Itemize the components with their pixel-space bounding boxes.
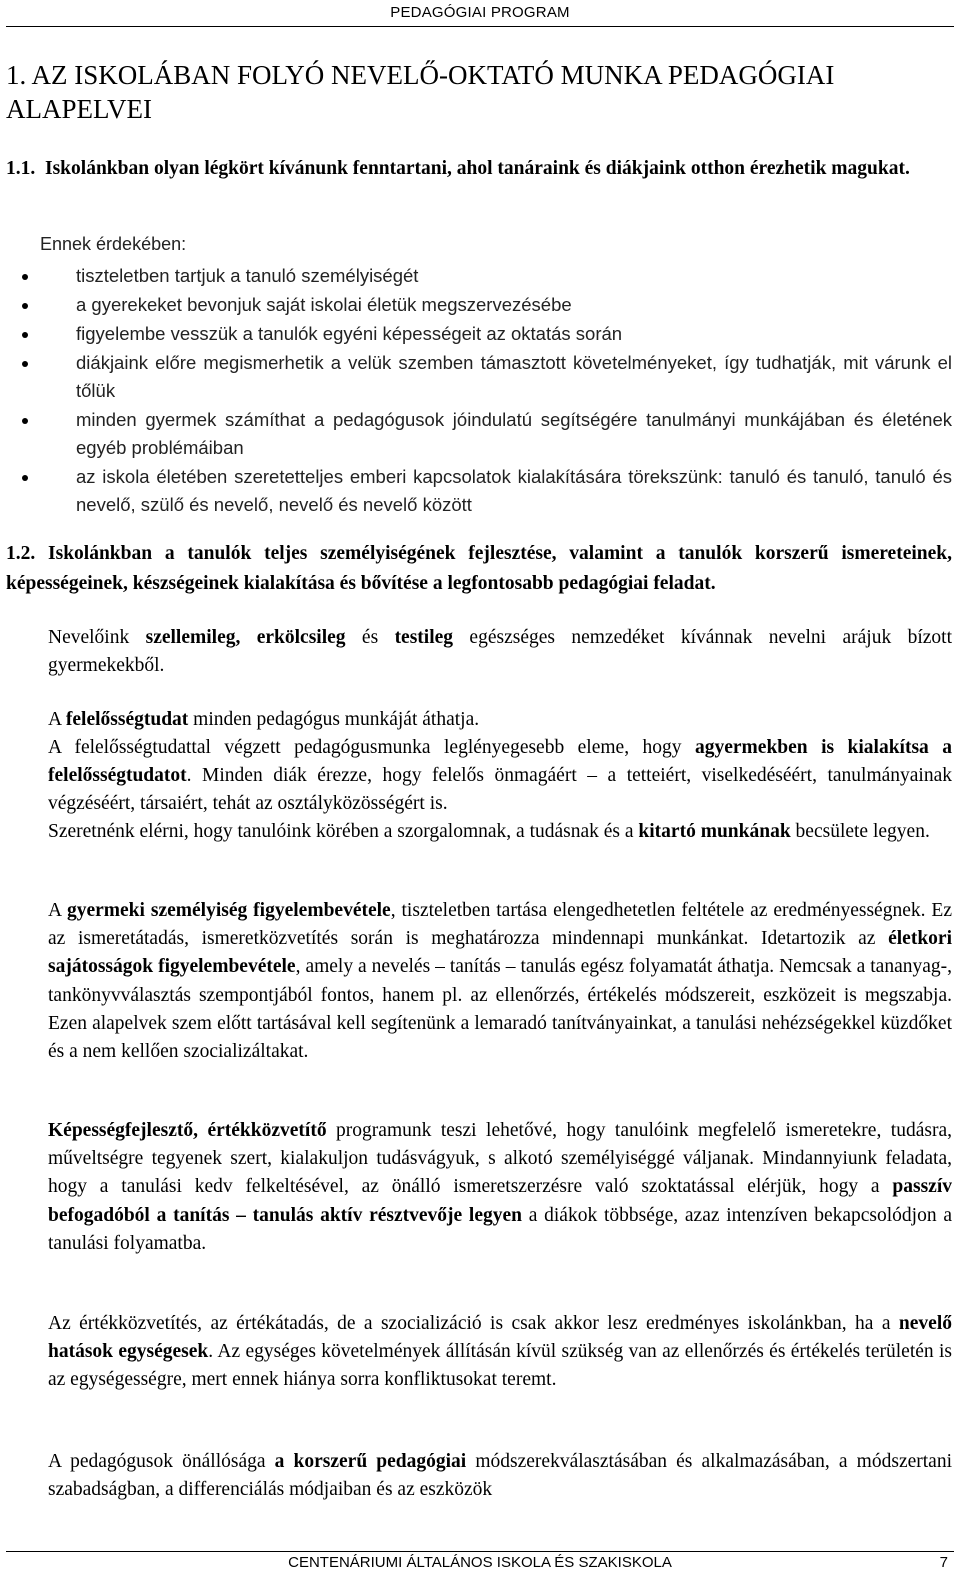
bullet-icon bbox=[22, 418, 28, 424]
page-number: 7 bbox=[939, 1554, 948, 1571]
list-item: diákjaink előre megismerhetik a velük szemben támasztott követelményeket, így tudhatják, mit várunk el tőlük bbox=[12, 349, 952, 405]
paragraph-7: Az értékközvetítés, az értékátadás, de a szocializáció is csak akkor lesz eredményes iskolánkban, ha a nevelő hatások egységesek. Az egységes követelmények állításán kívül szükség van az ellenőrzés és értékelés területén is az egységességre, mert ennek hiánya sorra konfliktusokat teremt. bbox=[48, 1313, 952, 1391]
list-item: a gyerekeket bevonjuk saját iskolai életük megszervezésébe bbox=[12, 291, 952, 319]
bullet-icon bbox=[22, 361, 28, 367]
page-header: PEDAGÓGIAI PROGRAM bbox=[390, 4, 570, 21]
list-item: tiszteletben tartjuk a tanuló személyiségét bbox=[12, 262, 952, 290]
section-number: 1.2. bbox=[6, 543, 36, 564]
bullet-icon bbox=[22, 303, 28, 309]
list-item: az iskola életében szeretetteljes emberi kapcsolatok kialakítására törekszünk: tanuló és tanuló, tanuló és nevelő, szülő és nevelő, nevelő és nevelő között bbox=[12, 463, 952, 519]
paragraph-3: A felelősségtudattal végzett pedagógusmunka leglényegesebb eleme, hogy agyermekben is kialakítsa a felelősségtudatot. Minden diák érezze, hogy felelős önmagáért – a tetteiért, viselkedéséért, tanulmányainak végzéséért, társaiért, tehát az osztályközösségért is. bbox=[48, 737, 953, 815]
intro-text: Ennek érdekében: bbox=[40, 234, 187, 254]
paragraph-5: A gyermeki személyiség figyelembevétele, tiszteletben tartása elengedhetetlen feltétele az eredményességnek. Ez az ismeretátadás, ismeretközvetítés során is meghatározza mindennapi munkánkat. Idetartozik az életkori sajátosságok figyelembevétele, amely a nevelés – tanítás – tanulás egész folyamatát áthatja. Nemcsak a tananyag-, tankönyvválasztás szempontjából fontos, hanem pl. az ellenőrzés, értékelés módszereit, eszközeit is megszabja. Ezen alapelvek szem előtt tartásával kell segítenünk a lemaradó tanítványainkat, a tanulási nehézségekkel küzdőket és a nem kellően szocializáltakat. bbox=[48, 900, 953, 1063]
bullet-icon bbox=[22, 475, 28, 481]
list-item: figyelembe vesszük a tanulók egyéni képességeit az oktatás során bbox=[12, 320, 952, 348]
bullet-icon bbox=[22, 332, 28, 338]
paragraph-8: A pedagógusok önállósága a korszerű pedagógiai módszerekválasztásában és alkalmazásában, a módszertani szabadságban, a differenciálás módjaiban és az eszközök bbox=[48, 1451, 952, 1501]
bullet-icon bbox=[22, 274, 28, 280]
list-item: minden gyermek számíthat a pedagógusok jóindulatú segítségére tanulmányi munkájában és életének egyéb problémáiban bbox=[12, 406, 952, 462]
section-number: 1.1. bbox=[6, 158, 36, 179]
section-heading-1-1 bbox=[6, 154, 952, 184]
footer-divider bbox=[6, 1551, 954, 1552]
paragraph-4: Szeretnénk elérni, hogy tanulóink körében a szorgalomnak, a tudásnak és a kitartó munkának becsülete legyen. bbox=[48, 821, 930, 842]
page-footer: CENTENÁRIUMI ÁLTALÁNOS ISKOLA ÉS SZAKISKOLA bbox=[288, 1554, 672, 1571]
section-title: Iskolánkban olyan légkört kívánunk fenntartani, ahol tanáraink és diákjaink otthon érezhetik magukat. bbox=[45, 158, 910, 179]
bullet-list bbox=[12, 262, 952, 520]
paragraph-1: Nevelőink szellemileg, erkölcsileg és testileg egészséges nemzedéket kívánnak nevelni arájuk bízott gyermekekből. bbox=[48, 627, 952, 677]
paragraph-6: Képességfejlesztő, értékközvetítő programunk teszi lehetővé, hogy tanulóink megfelelő ismeretekre, tudásra, műveltségre tegyenek szert, kialakuljon tudásvágyuk, s alkotó személyiséggé váljanak. Mindannyiunk feladata, hogy a tanulási kedv felkeltésével, az önálló ismeretszerzésre való szoktatással elérjük, hogy a passzív befogadóból a tanítás – tanulás aktív résztvevője legyen a diákok többsége, azaz intenzíven bekapcsolódjon a tanulási folyamatba. bbox=[48, 1120, 952, 1254]
paragraph-2: A felelősségtudat minden pedagógus munkáját áthatja. bbox=[48, 709, 480, 730]
section-title: Iskolánkban a tanulók teljes személyiségének fejlesztése, valamint a tanulók korszerű ismereteinek, képességeinek, készségeinek kialakítása és bővítése a legfontosabb pedagógiai feladat. bbox=[6, 543, 952, 594]
header-divider bbox=[6, 26, 954, 27]
section-heading-1-2 bbox=[6, 539, 952, 599]
chapter-heading: 1. AZ ISKOLÁBAN FOLYÓ NEVELŐ-OKTATÓ MUNKA PEDAGÓGIAI ALAPELVEI bbox=[6, 60, 835, 124]
